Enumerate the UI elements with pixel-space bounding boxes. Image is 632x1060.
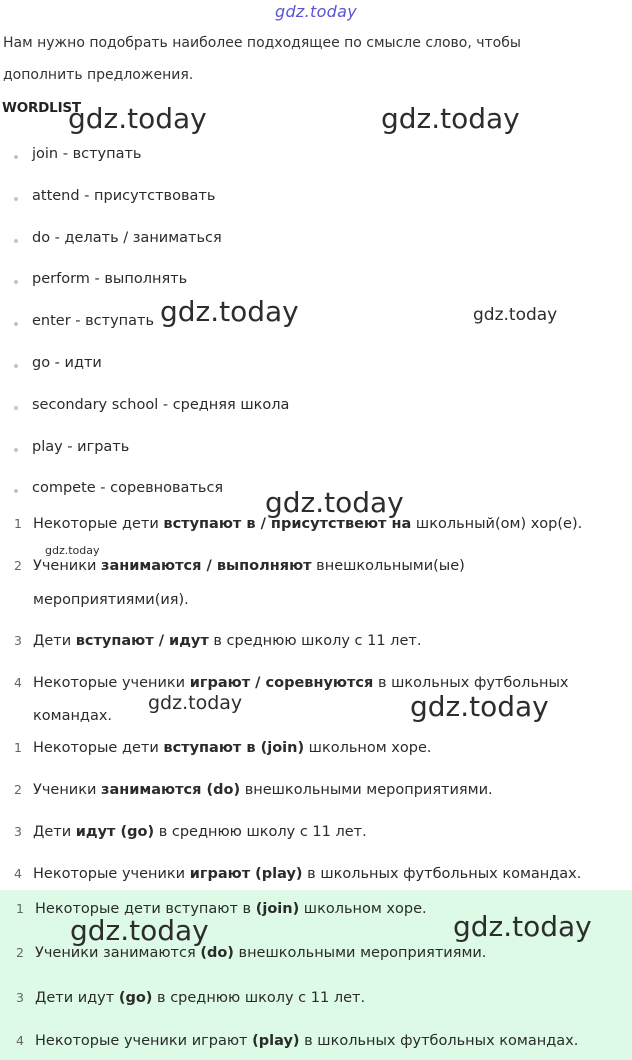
wordlist-item-text: join - вступать — [32, 146, 142, 162]
watermark: gdz.today — [453, 910, 592, 943]
final-answer-text: Дети идут (go) в среднюю школу с 11 лет. — [35, 990, 366, 1006]
bullet-icon — [14, 155, 18, 159]
wordlist-item-text: enter - вступать — [32, 313, 155, 330]
wordlist-item-text: perform - выполнять — [32, 271, 188, 288]
item-number: 3 — [16, 990, 24, 1005]
wordlist — [14, 146, 289, 522]
watermark: gdz.today — [473, 305, 558, 325]
watermark: gdz.today — [381, 102, 520, 135]
wordlist-item-text: do - делать / заниматься — [32, 229, 222, 246]
item-number: 1 — [14, 516, 22, 531]
watermark: gdz.today — [68, 102, 207, 135]
bullet-icon — [14, 448, 18, 452]
watermark: gdz.today — [265, 486, 404, 519]
task-text: командах. — [33, 708, 113, 724]
wordlist-heading: WORDLIST — [2, 100, 81, 116]
watermark: gdz.today — [70, 914, 209, 947]
final-answer-text: Ученики занимаются (do) внешкольными мероприятиями. — [35, 945, 487, 961]
intro-text-line-2: дополнить предложения. — [3, 67, 194, 83]
item-number: 4 — [14, 866, 22, 881]
task-text: Дети вступают / идут в среднюю школу с 11 лет. — [33, 633, 422, 649]
wordlist-item-text: attend - присутствовать — [32, 187, 216, 204]
task-text: мероприятиями(ия). — [33, 592, 189, 608]
bullet-icon — [14, 406, 18, 410]
bullet-icon — [14, 322, 18, 326]
item-number: 1 — [16, 901, 24, 916]
list-item — [14, 188, 289, 230]
item-number: 3 — [14, 824, 22, 839]
wordlist-item-text: play - играть — [32, 438, 130, 455]
bullet-icon — [14, 364, 18, 368]
item-number: 4 — [16, 1033, 24, 1048]
item-number: 4 — [14, 675, 22, 690]
task-text: Ученики занимаются / выполняют внешкольными(ые) — [33, 558, 465, 574]
bullet-icon — [14, 489, 18, 493]
list-item — [14, 146, 289, 188]
item-number: 3 — [14, 633, 22, 648]
task-text: Некоторые дети вступают в / присутствеют на школьный(ом) хор(е). — [33, 516, 583, 532]
watermark: gdz.today — [45, 544, 100, 557]
list-item — [14, 355, 289, 397]
bullet-icon — [14, 280, 18, 284]
list-item — [14, 230, 289, 272]
list-item — [14, 397, 289, 439]
final-answer-text: Некоторые дети вступают в (join) школьном хоре. — [35, 901, 427, 917]
wordlist-item-text: compete - соревноваться — [32, 480, 224, 497]
item-number: 1 — [14, 740, 22, 755]
bullet-icon — [14, 239, 18, 243]
watermark: gdz.today — [160, 295, 299, 328]
item-number: 2 — [14, 782, 22, 797]
list-item — [14, 439, 289, 481]
item-number: 2 — [16, 945, 24, 960]
answer-text: Некоторые дети вступают в (join) школьном хоре. — [33, 740, 432, 756]
bullet-icon — [14, 197, 18, 201]
watermark: gdz.today — [410, 690, 549, 723]
watermark: gdz.today — [148, 692, 243, 714]
intro-text-line-1: Нам нужно подобрать наиболее подходящее по смысле слово, чтобы — [3, 35, 521, 51]
answer-text: Дети идут (go) в среднюю школу с 11 лет. — [33, 824, 367, 840]
final-answer-text: Некоторые ученики играют (play) в школьных футбольных командах. — [35, 1033, 579, 1049]
item-number: 2 — [14, 558, 22, 573]
answer-text: Некоторые ученики играют (play) в школьных футбольных командах. — [33, 866, 582, 882]
site-logo[interactable]: gdz.today — [275, 2, 357, 21]
wordlist-item-text: go - идти — [32, 354, 102, 371]
wordlist-item-text: secondary school - средняя школа — [32, 396, 290, 413]
task-text: Некоторые ученики играют / соревнуются в школьных футбольных — [33, 675, 569, 691]
answer-text: Ученики занимаются (do) внешкольными мероприятиями. — [33, 782, 493, 798]
